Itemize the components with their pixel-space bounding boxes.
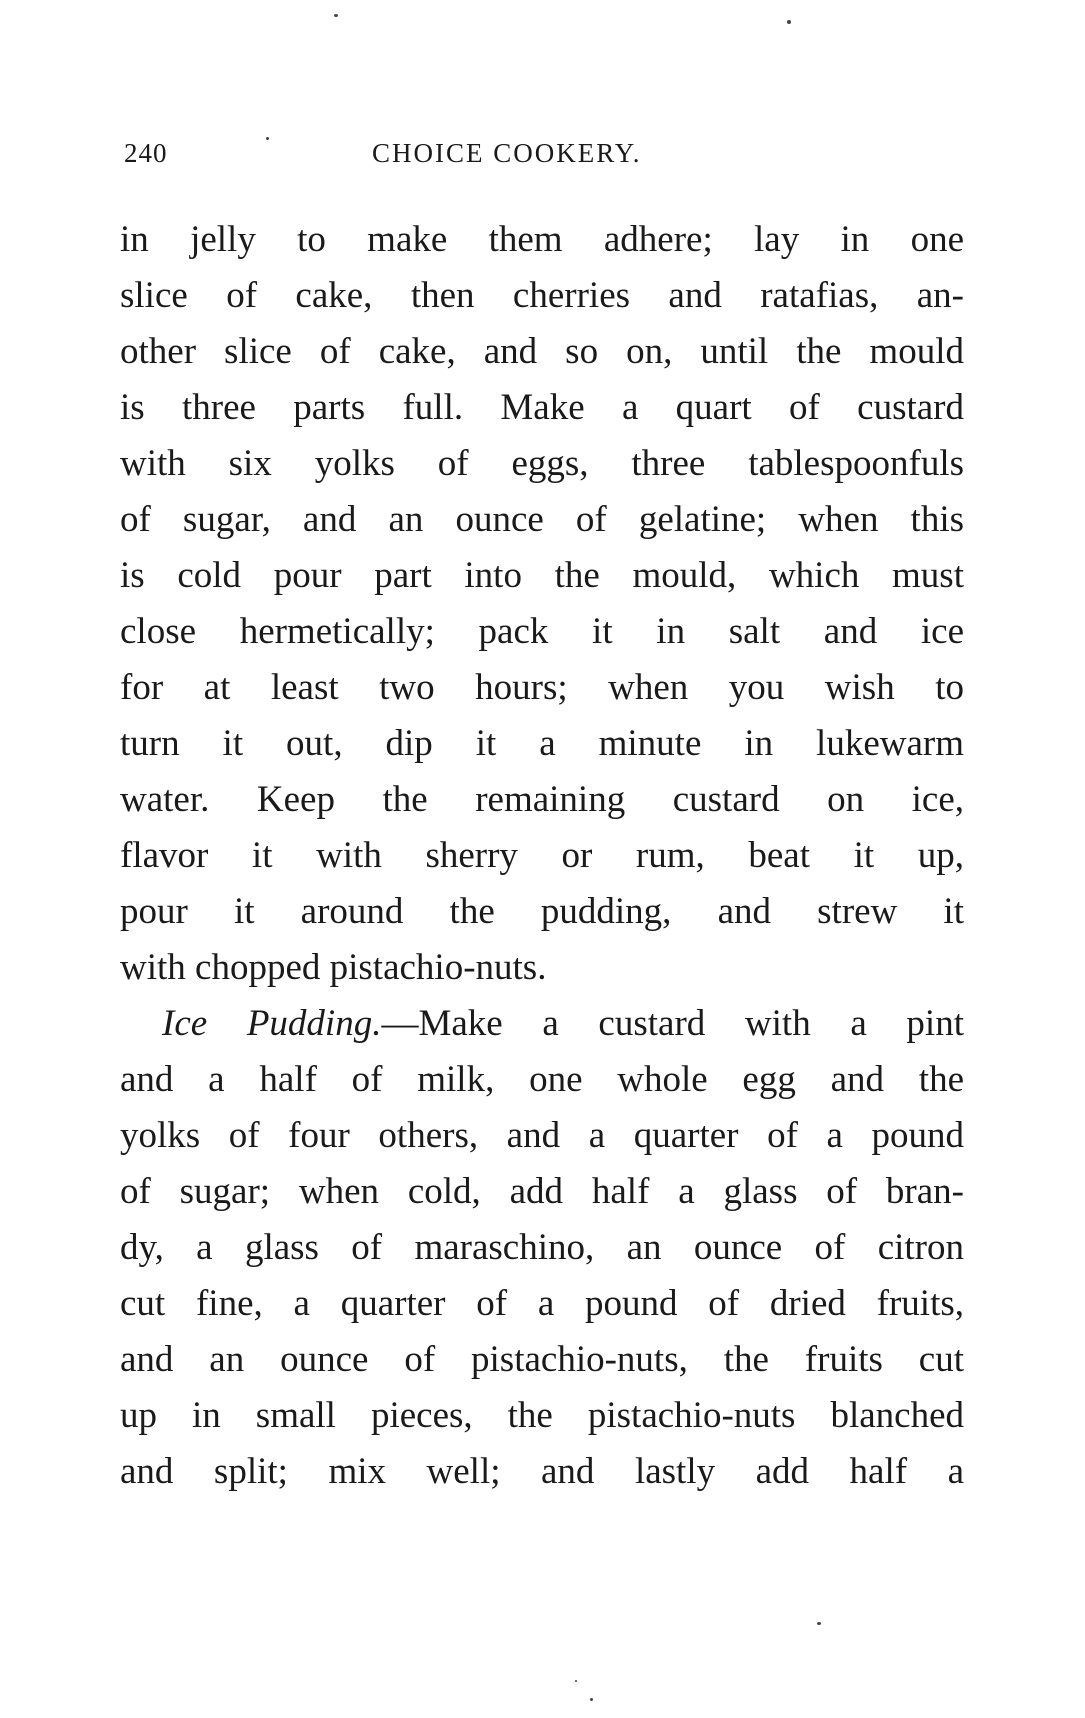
text-line: yolks of four others, and a quarter of a pound	[120, 1115, 964, 1156]
text-line: close hermetically; pack it in salt and ice	[120, 611, 964, 652]
text-line: cut fine, a quarter of a pound of dried fruits,	[120, 1283, 964, 1324]
text-line: is cold pour part into the mould, which must	[120, 555, 964, 596]
text-line: with chopped pistachio-nuts.	[120, 947, 547, 988]
text-line: and split; mix well; and lastly add half a	[120, 1451, 964, 1492]
text-line: water. Keep the remaining custard on ice,	[120, 779, 964, 820]
recipe-first-line	[120, 996, 964, 1052]
text-line: with six yolks of eggs, three tablespoonfuls	[120, 443, 964, 484]
text-line: turn it out, dip it a minute in lukewarm	[120, 723, 964, 764]
scan-speck	[266, 137, 269, 140]
scan-speck	[334, 14, 338, 17]
text-line: and an ounce of pistachio-nuts, the fruits cut	[120, 1339, 964, 1380]
scan-speck	[817, 1622, 821, 1625]
text-line: of sugar, and an ounce of gelatine; when this	[120, 499, 964, 540]
scan-speck	[590, 1698, 593, 1701]
text-line: is three parts full. Make a quart of custard	[120, 387, 964, 428]
scan-speck	[787, 20, 791, 24]
text-line: dy, a glass of maraschino, an ounce of citron	[120, 1227, 964, 1268]
scan-speck	[575, 1680, 577, 1682]
text-line: for at least two hours; when you wish to	[120, 667, 964, 708]
body-text	[120, 212, 964, 1500]
running-title: CHOICE COOKERY.	[372, 138, 642, 168]
text-line: and a half of milk, one whole egg and the	[120, 1059, 964, 1100]
text-line: of sugar; when cold, add half a glass of bran-	[120, 1171, 964, 1212]
recipe-first-line-text: —Make a custard with a pint	[381, 1003, 964, 1044]
recipe-heading: Ice Pudding.	[162, 1003, 382, 1044]
text-line: flavor it with sherry or rum, beat it up,	[120, 835, 964, 876]
text-line: other slice of cake, and so on, until the mould	[120, 331, 964, 372]
running-head	[124, 138, 982, 178]
text-line: slice of cake, then cherries and ratafias, an-	[120, 275, 964, 316]
text-line: up in small pieces, the pistachio-nuts blanched	[120, 1395, 964, 1436]
text-line: pour it around the pudding, and strew it	[120, 891, 964, 932]
text-line: in jelly to make them adhere; lay in one	[120, 219, 964, 260]
page-number: 240	[124, 138, 168, 168]
